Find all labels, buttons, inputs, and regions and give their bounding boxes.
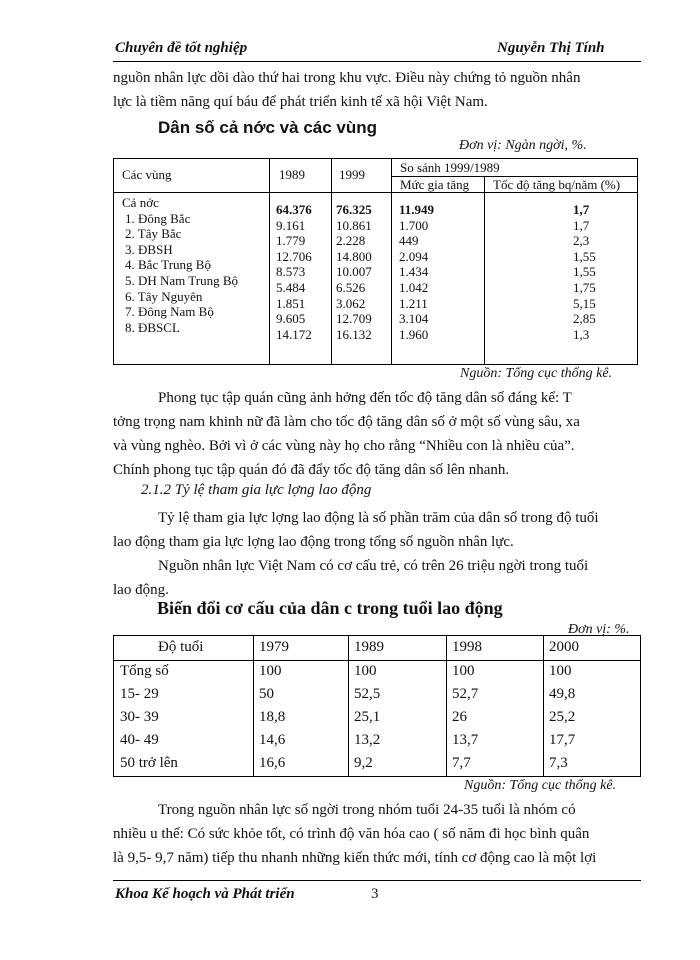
value-cell: 14,6 [259,732,286,748]
increase-value: 2.094 [399,248,429,264]
rate-value: 1,7 [573,217,590,233]
value-1999: 12.709 [336,311,372,327]
increase-value: 1.700 [399,217,429,233]
value-1999: 2.228 [336,233,366,249]
section-heading: 2.1.2 Tỷ lệ tham gia lực lợng lao động [141,482,372,498]
rate-value: 1,3 [573,326,590,342]
region-name: 4. Bắc Trung Bộ [125,257,211,273]
header-1979: 1979 [259,639,289,655]
table1-source: Nguồn: Tổng cục thống kê. [460,366,613,381]
value-1989: 9.605 [276,311,306,327]
value-1999: 14.800 [336,248,372,264]
para2-line-1: Phong tục tập quán cũng ảnh hởng đến tốc độ tăng dân số đáng kể: T [158,390,572,406]
increase-value: 1.042 [399,279,429,295]
header-1989: 1989 [279,167,305,182]
header-2000: 2000 [549,639,579,655]
region-name: 7. Đông Nam Bộ [125,304,214,320]
region-name: 6. Tây Nguyên [125,288,203,304]
value-1989: 1.851 [276,295,306,311]
value-1999: 6.526 [336,279,366,295]
para5-line-3: là 9,5- 9,7 năm) tiếp thu nhanh những kiến thức mới, tính cơ động cao là một lợi [113,850,597,866]
increase-column [399,202,434,342]
rate-value: 2,85 [573,311,596,327]
increase-value: 1.211 [399,295,428,311]
page-number: 3 [371,886,379,902]
age-cell: 30- 39 [120,709,159,725]
value-cell: 13,7 [452,732,479,748]
header-1998: 1998 [452,639,482,655]
value-cell: 100 [259,663,282,679]
para4-line-1: Nguồn nhân lực Việt Nam có cơ cấu trẻ, có trên 26 triệu ngời trong tuổi [158,558,589,574]
table2-title: Biến đổi cơ cấu của dân c trong tuổi lao động [157,598,503,618]
rate-value: 1,55 [573,248,596,264]
value-cell: 18,8 [259,709,286,725]
value-cell: 16,6 [259,755,286,771]
age-cell: 50 trở lên [120,755,178,771]
header-regions: Các vùng [122,167,172,182]
intro-line-1: nguồn nhân lực dồi dào thứ hai trong khu vực. Điều này chứng tỏ nguồn nhân [113,70,581,86]
header-rate: Tốc độ tăng bq/năm (%) [493,177,621,192]
para2-line-4: Chính phong tục tập quán đó đã đẩy tốc độ tăng dân số lên nhanh. [113,462,510,478]
rate-value: 1,75 [573,279,596,295]
header-1999: 1999 [339,167,365,182]
value-cell: 17,7 [549,732,576,748]
rate-value: 1,7 [573,202,590,217]
value-cell: 13,2 [354,732,381,748]
value-cell: 100 [354,663,377,679]
header-compare: So sánh 1999/1989 [400,160,500,175]
value-cell: 100 [549,663,572,679]
values-1989-column [276,202,312,342]
value-cell: 25,1 [354,709,381,725]
value-cell: 49,8 [549,686,576,702]
value-cell: 7,3 [549,755,568,771]
value-1989: 12.706 [276,248,312,264]
age-cell: 15- 29 [120,686,159,702]
value-cell: 52,5 [354,686,381,702]
value-1989: 5.484 [276,279,306,295]
value-cell: 52,7 [452,686,479,702]
header-1989: 1989 [354,639,384,655]
table1-title: Dân số cả nớc và các vùng [158,118,378,137]
increase-value: 1.960 [399,326,429,342]
footer-rule [113,880,641,881]
para3-line-2: lao động tham gia lực lợng lao động trong tổng số nguồn nhân lực. [113,534,514,550]
value-1999: 76.325 [336,202,372,217]
region-name: 1. Đông Bắc [125,210,191,226]
value-1999: 3.062 [336,295,366,311]
increase-value: 449 [399,233,419,249]
region-name: 5. DH Nam Trung Bộ [125,272,239,288]
value-cell: 50 [259,686,274,702]
header-right: Nguyễn Thị Tính [497,40,605,56]
value-1989: 9.161 [276,217,306,233]
para4-line-2: lao động. [113,582,169,598]
intro-line-2: lực là tiềm năng quí báu để phát triển kinh tế xã hội Việt Nam. [113,94,488,110]
region-name: 3. ĐBSH [125,241,173,257]
table2-unit: Đơn vị: %. [568,622,630,637]
region-name: 2. Tây Bắc [125,226,182,242]
value-cell: 100 [452,663,475,679]
value-1989: 64.376 [276,202,312,217]
para2-line-3: và vùng nghèo. Bởi vì ở các vùng này họ cho rằng “Nhiều con là nhiều của”. [113,438,575,454]
value-1999: 10.861 [336,217,372,233]
value-1989: 8.573 [276,264,306,280]
value-1989: 1.779 [276,233,306,249]
values-1999-column [336,202,372,342]
population-table [113,158,638,365]
region-name: 8. ĐBSCL [125,319,180,335]
value-cell: 25,2 [549,709,576,725]
value-1989: 14.172 [276,326,312,342]
header-left: Chuyên đề tốt nghiệp [115,40,248,56]
para3-line-1: Tỷ lệ tham gia lực lợng lao động là số phần trăm của dân số trong độ tuổi [158,510,599,526]
rate-value: 2,3 [573,233,590,249]
age-structure-table [113,635,641,777]
para5-line-1: Trong nguồn nhân lực số ngời trong nhóm tuổi 24-35 tuổi là nhóm có [158,802,576,818]
table1-unit: Đơn vị: Ngàn ngời, %. [459,138,587,153]
age-cell: Tổng số [120,663,169,679]
age-cell: 40- 49 [120,732,159,748]
header-rule [113,61,641,62]
header-age: Độ tuổi [158,639,204,655]
region-name: Cả nớc [122,195,159,210]
para2-line-2: tởng trọng nam khinh nữ đã làm cho tốc độ tăng dân số ở một số vùng sâu, xa [113,414,580,430]
value-cell: 7,7 [452,755,471,771]
value-cell: 26 [452,709,467,725]
para5-line-2: nhiều u thế: Có sức khỏe tốt, có trình độ văn hóa cao ( số năm đi học bình quân [113,826,590,842]
increase-value: 3.104 [399,311,429,327]
increase-value: 11.949 [399,202,435,217]
header-increase: Mức gia tăng [400,177,470,192]
increase-value: 1.434 [399,264,429,280]
value-cell: 9,2 [354,755,373,771]
rate-value: 1,55 [573,264,596,280]
rate-column [573,202,596,342]
regions-column [122,195,238,335]
table2-source: Nguồn: Tổng cục thống kê. [464,778,617,793]
value-1999: 16.132 [336,326,372,342]
value-1999: 10.007 [336,264,372,280]
rate-value: 5,15 [573,295,596,311]
footer-department: Khoa Kế hoạch và Phát triển [115,886,295,902]
